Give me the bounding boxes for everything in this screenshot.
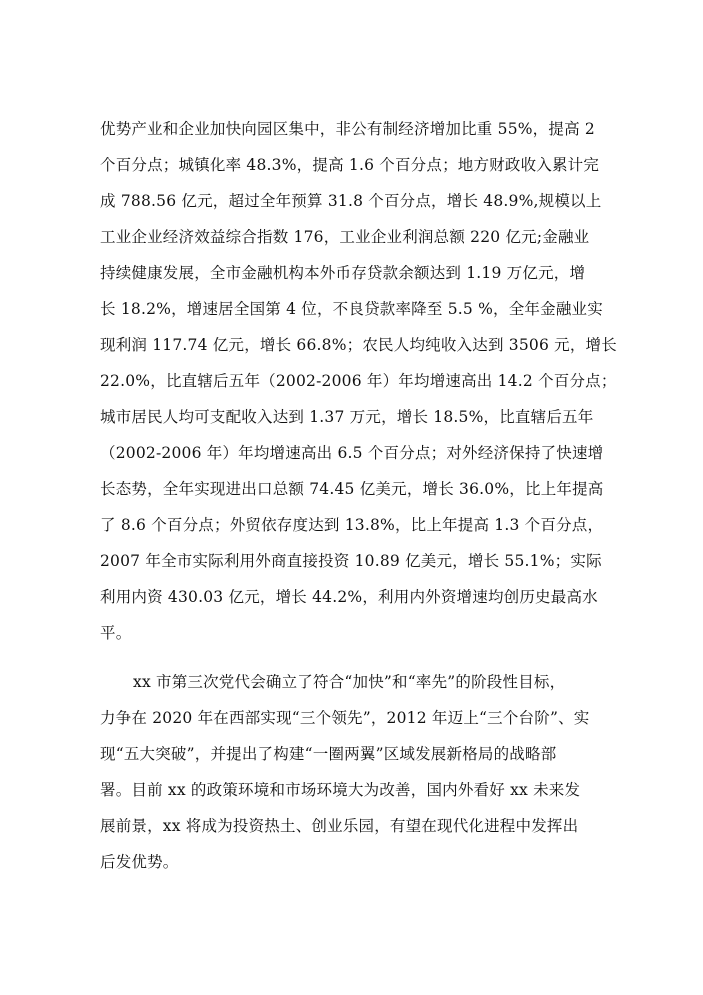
paragraph-line: （2002-2006 年）年均增速高出 6.5 个百分点；对外经济保持了快速增 [100,444,604,462]
paragraph-line: 长态势，全年实现进出口总额 74.45 亿美元，增长 36.0%，比上年提高 [100,480,604,498]
paragraph-line: 城市居民人均可支配收入达到 1.37 万元，增长 18.5%，比直辖后五年 [100,408,594,426]
paragraph-line: 持续健康发展，全市金融机构本外币存贷款余额达到 1.19 万亿元，增 [100,264,586,282]
paragraph-line: 后发优势。 [100,853,179,871]
paragraph-line: 成 788.56 亿元，超过全年预算 31.8 个百分点，增长 48.9%,规模以上 [100,192,602,210]
paragraph-line: 工业企业经济效益综合指数 176，工业企业利润总额 220 亿元;金融业 [100,228,590,246]
paragraph-line: 展前景，xx 将成为投资热土、创业乐园，有望在现代化进程中发挥出 [100,817,579,835]
paragraph-line: 个百分点；城镇化率 48.3%，提高 1.6 个百分点；地方财政收入累计完 [100,156,600,174]
paragraph-line: 优势产业和企业加快向园区集中，非公有制经济增加比重 55%，提高 2 [100,120,595,138]
paragraph-line: 了 8.6 个百分点；外贸依存度达到 13.8%，比上年提高 1.3 个百分点， [100,516,604,534]
paragraph-line: 长 18.2%，增速居全国第 4 位，不良贷款率降至 5.5 %，全年金融业实 [100,300,603,318]
paragraph-line: 22.0%，比直辖后五年（2002-2006 年）年均增速高出 14.2 个百分点； [100,372,617,390]
paragraph-line: 2007 年全市实际利用外商直接投资 10.89 亿美元，增长 55.1%；实际 [100,552,602,570]
paragraph-line: 现利润 117.74 亿元，增长 66.8%；农民人均纯收入达到 3506 元，增长 [100,336,617,354]
paragraph-line: 署。目前 xx 的政策环境和市场环境大为改善，国内外看好 xx 未来发 [100,781,581,799]
paragraph-line: 力争在 2020 年在西部实现“三个领先”，2012 年迈上“三个台阶”、实 [100,709,590,727]
paragraph-line: xx 市第三次党代会确立了符合“加快”和“率先”的阶段性目标， [133,673,566,691]
paragraph-line: 利用内资 430.03 亿元，增长 44.2%，利用内外资增速均创历史最高水 [100,588,598,606]
paragraph-line: 平。 [100,624,132,642]
paragraph-line: 现“五大突破”，并提出了构建“一圈两翼”区域发展新格局的战略部 [100,745,557,763]
